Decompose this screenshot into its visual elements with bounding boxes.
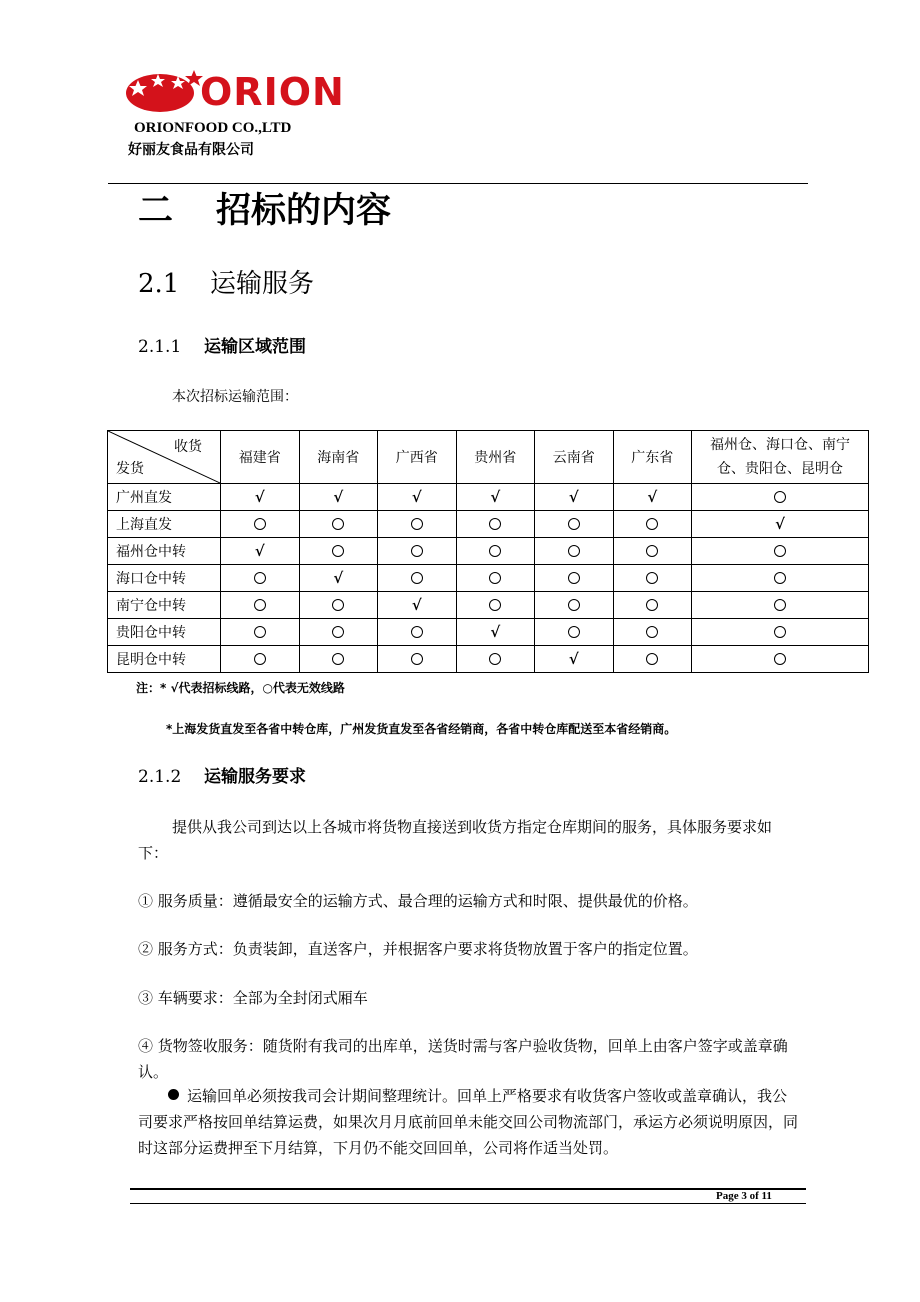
circle-icon <box>774 653 786 665</box>
sub2-heading <box>138 765 306 789</box>
invalid-route-mark <box>613 538 692 565</box>
invalid-route-mark <box>535 511 614 538</box>
sub2-number: 2.1.2 <box>138 767 182 787</box>
circle-icon <box>411 545 423 557</box>
invalid-route-mark <box>692 484 869 511</box>
circle-icon <box>646 572 658 584</box>
invalid-route-mark <box>221 565 300 592</box>
circle-icon <box>646 653 658 665</box>
bid-route-mark <box>535 646 614 673</box>
bullet-paragraph <box>138 1083 798 1161</box>
table-row <box>108 484 869 511</box>
table-row <box>108 592 869 619</box>
invalid-route-mark <box>613 511 692 538</box>
check-mark: √ <box>411 488 422 506</box>
bid-route-mark <box>456 619 535 646</box>
logo-wordmark: ORION <box>200 70 345 114</box>
table-row <box>108 619 869 646</box>
invalid-route-mark <box>535 538 614 565</box>
table-row <box>108 646 869 673</box>
circle-icon <box>568 518 580 530</box>
header-divider <box>108 183 808 184</box>
circle-icon <box>254 653 266 665</box>
circle-icon <box>489 653 501 665</box>
bid-route-mark <box>221 484 300 511</box>
column-header: 海南省 <box>299 431 378 484</box>
legend-note: 注：* √代表招标线路，○代表无效线路 <box>136 681 345 695</box>
invalid-route-mark <box>378 511 457 538</box>
requirement-item: ③ 车辆要求：全部为全封闭式厢车 <box>138 989 368 1007</box>
corner-receiver: 收货 <box>174 439 202 455</box>
invalid-route-mark <box>535 592 614 619</box>
invalid-route-mark <box>456 511 535 538</box>
invalid-route-mark <box>692 565 869 592</box>
row-sender: 南宁仓中转 <box>108 592 221 619</box>
row-sender: 广州直发 <box>108 484 221 511</box>
sub1-title: 运输区域范围 <box>204 337 306 357</box>
requirement-item: ② 服务方式：负责装卸，直送客户，并根据客户要求将货物放置于客户的指定位置。 <box>138 940 698 958</box>
sub2-title: 运输服务要求 <box>204 767 306 787</box>
subsection-title: 运输服务 <box>210 269 315 299</box>
footer-divider-thin <box>130 1203 806 1204</box>
column-header-line: 福州仓、海口仓、南宁 <box>710 437 850 453</box>
invalid-route-mark <box>221 592 300 619</box>
invalid-route-mark <box>299 592 378 619</box>
invalid-route-mark <box>535 565 614 592</box>
invalid-route-mark <box>221 511 300 538</box>
corner-cell <box>108 431 221 484</box>
invalid-route-mark <box>378 646 457 673</box>
invalid-route-mark <box>613 646 692 673</box>
circle-icon <box>774 491 786 503</box>
table-row <box>108 538 869 565</box>
column-header-line: 仓、贵阳仓、昆明仓 <box>717 461 843 477</box>
bullet-icon <box>168 1089 179 1100</box>
invalid-route-mark <box>378 538 457 565</box>
invalid-route-mark <box>535 619 614 646</box>
circle-icon <box>332 599 344 611</box>
invalid-route-mark <box>613 619 692 646</box>
circle-icon <box>411 653 423 665</box>
invalid-route-mark <box>692 538 869 565</box>
column-header: 广西省 <box>378 431 457 484</box>
circle-icon <box>332 545 344 557</box>
invalid-route-mark <box>299 619 378 646</box>
star-logo-icon <box>124 66 204 116</box>
check-mark: √ <box>411 596 422 614</box>
circle-icon <box>646 626 658 638</box>
row-sender: 贵阳仓中转 <box>108 619 221 646</box>
sub1-number: 2.1.1 <box>138 337 182 357</box>
invalid-route-mark <box>692 646 869 673</box>
column-header: 贵州省 <box>456 431 535 484</box>
circle-icon <box>774 545 786 557</box>
circle-icon <box>568 572 580 584</box>
row-sender: 上海直发 <box>108 511 221 538</box>
check-mark: √ <box>568 650 579 668</box>
circle-icon <box>411 626 423 638</box>
page-number: Page 3 of 11 <box>716 1190 772 1202</box>
circle-icon <box>254 626 266 638</box>
requirement-item: ① 服务质量：遵循最安全的运输方式、最合理的运输方式和时限、提供最优的价格。 <box>138 892 698 910</box>
invalid-route-mark <box>378 619 457 646</box>
bid-route-mark <box>299 565 378 592</box>
invalid-route-mark <box>692 619 869 646</box>
check-mark: √ <box>647 488 658 506</box>
invalid-route-mark <box>692 592 869 619</box>
check-mark: √ <box>568 488 579 506</box>
section-title: 招标的内容 <box>216 190 392 231</box>
circle-icon <box>254 518 266 530</box>
bid-route-mark <box>378 592 457 619</box>
company-name-en: ORIONFOOD CO.,LTD <box>134 120 292 136</box>
column-header: 广东省 <box>613 431 692 484</box>
circle-icon <box>774 599 786 611</box>
route-table <box>107 430 869 673</box>
circle-icon <box>774 626 786 638</box>
invalid-route-mark <box>378 565 457 592</box>
circle-icon <box>646 545 658 557</box>
check-mark: √ <box>775 515 785 533</box>
check-mark: √ <box>490 623 501 641</box>
circle-icon <box>332 518 344 530</box>
row-sender: 福州仓中转 <box>108 538 221 565</box>
section-heading <box>138 188 391 234</box>
invalid-route-mark <box>613 592 692 619</box>
subsection-number: 2.1 <box>138 269 180 299</box>
bullet-text: 运输回单必须按我司会计期间整理统计。回单上严格要求有收货客户签收或盖章确认，我公司要求严格按回单结算运费，如果次月月底前回单未能交回公司物流部门，承运方必须说明原因，同时这部分运费押至下月结算，下月仍不能交回回单，公司将作适当处罚。 <box>138 1087 799 1157</box>
row-sender: 海口仓中转 <box>108 565 221 592</box>
circle-icon <box>254 572 266 584</box>
routing-note: *上海发货直发至各省中转仓库，广州发货直发至各省经销商，各省中转仓库配送至本省经销商。 <box>166 722 677 736</box>
service-intro-paragraph: 提供从我公司到达以上各城市将货物直接送到收货方指定仓库期间的服务，具体服务要求如下： <box>138 818 773 862</box>
bid-route-mark <box>378 484 457 511</box>
circle-icon <box>489 518 501 530</box>
footer-divider <box>130 1188 806 1190</box>
circle-icon <box>489 545 501 557</box>
circle-icon <box>411 518 423 530</box>
check-mark: √ <box>333 488 344 506</box>
bid-route-mark <box>692 511 869 538</box>
column-header: 福建省 <box>221 431 300 484</box>
check-mark: √ <box>333 569 344 587</box>
circle-icon <box>332 653 344 665</box>
circle-icon <box>646 518 658 530</box>
column-header-warehouses <box>692 431 869 484</box>
circle-icon <box>646 599 658 611</box>
circle-icon <box>774 572 786 584</box>
bid-route-mark <box>221 538 300 565</box>
requirement-item: ④ 货物签收服务：随货附有我司的出库单，送货时需与客户验收货物，回单上由客户签字或盖章确认。 <box>138 1037 788 1081</box>
row-sender: 昆明仓中转 <box>108 646 221 673</box>
invalid-route-mark <box>456 592 535 619</box>
invalid-route-mark <box>221 619 300 646</box>
check-mark: √ <box>490 488 501 506</box>
circle-icon <box>568 599 580 611</box>
bid-route-mark <box>456 484 535 511</box>
invalid-route-mark <box>456 565 535 592</box>
check-mark: √ <box>254 542 265 560</box>
circle-icon <box>489 599 501 611</box>
table-row <box>108 511 869 538</box>
table-header-row <box>108 431 869 484</box>
invalid-route-mark <box>456 646 535 673</box>
invalid-route-mark <box>613 565 692 592</box>
circle-icon <box>411 572 423 584</box>
invalid-route-mark <box>456 538 535 565</box>
circle-icon <box>254 599 266 611</box>
invalid-route-mark <box>299 511 378 538</box>
corner-sender: 发货 <box>116 461 144 477</box>
circle-icon <box>332 626 344 638</box>
table-row <box>108 565 869 592</box>
circle-icon <box>568 545 580 557</box>
circle-icon <box>489 572 501 584</box>
sub1-heading <box>138 335 306 359</box>
bid-route-mark <box>299 484 378 511</box>
company-name-cn: 好丽友食品有限公司 <box>128 142 254 158</box>
invalid-route-mark <box>221 646 300 673</box>
column-header: 云南省 <box>535 431 614 484</box>
bid-route-mark <box>613 484 692 511</box>
subsection-heading <box>138 266 314 302</box>
check-mark: √ <box>254 488 265 506</box>
intro-text: 本次招标运输范围： <box>172 389 298 405</box>
bid-route-mark <box>535 484 614 511</box>
section-number: 二 <box>138 190 174 231</box>
invalid-route-mark <box>299 538 378 565</box>
invalid-route-mark <box>299 646 378 673</box>
circle-icon <box>568 626 580 638</box>
